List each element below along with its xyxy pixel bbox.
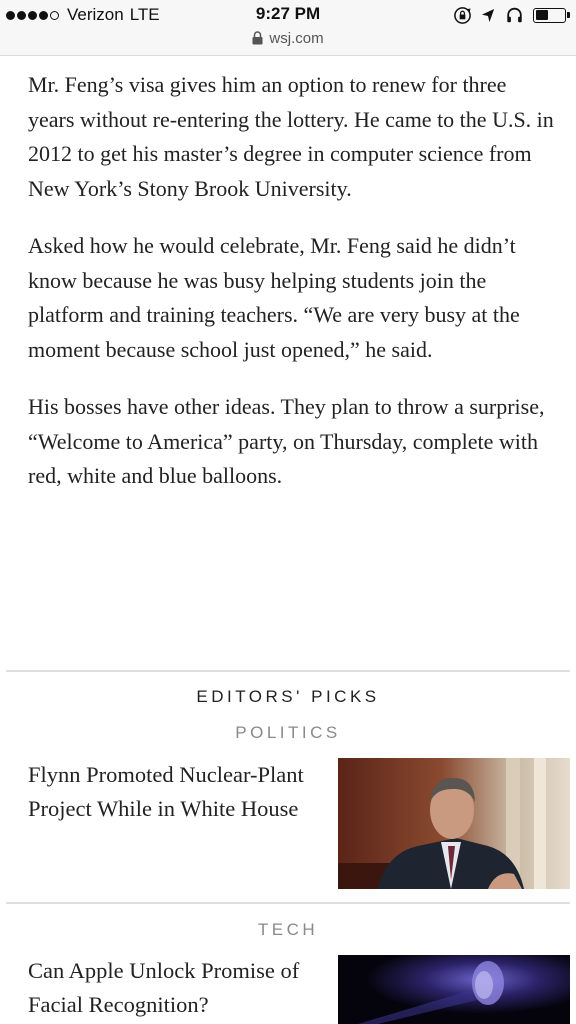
url-domain: wsj.com [269, 29, 324, 47]
pick-category[interactable]: TECH [257, 920, 319, 939]
carrier-name: Verizon [67, 5, 124, 24]
rotation-lock-icon [453, 6, 472, 25]
clock: 9:27 PM [255, 4, 321, 23]
man-in-suit-photo[interactable] [338, 758, 570, 889]
battery-icon [533, 8, 566, 23]
location-arrow-icon [481, 7, 496, 24]
pick-headline[interactable]: Flynn Promoted Nuclear-Plant Project While in White House [28, 762, 304, 821]
section-divider [6, 902, 570, 904]
pick-headline[interactable]: Can Apple Unlock Promise of Facial Recognition? [28, 958, 300, 1017]
article-paragraph: Asked how he would celebrate, Mr. Feng said he didn’t know because he was busy helping students join the platform and training teachers. “We are very busy at the moment because school just opened,” he said. [28, 233, 520, 362]
editors-picks-title: EDITORS' PICKS [196, 687, 380, 706]
network-type: LTE [129, 5, 160, 24]
lock-icon [252, 31, 263, 45]
section-divider [6, 670, 570, 672]
status-bar [0, 0, 576, 56]
article-paragraph: His bosses have other ideas. They plan to throw a surprise, “Welcome to America” party, on Thursday, complete with red, white and blue balloons. [28, 394, 545, 488]
headphones-icon [505, 6, 524, 24]
article-body [28, 68, 556, 517]
address-bar[interactable] [0, 28, 576, 48]
article-paragraph: Mr. Feng’s visa gives him an option to renew for three years without re-entering the lottery. He came to the U.S. in 2012 to get his master’s degree in computer science from New York’s Stony Brook University. [28, 72, 554, 201]
pick-category[interactable]: POLITICS [235, 723, 341, 742]
face-lit-in-dark-photo[interactable] [338, 955, 570, 1024]
